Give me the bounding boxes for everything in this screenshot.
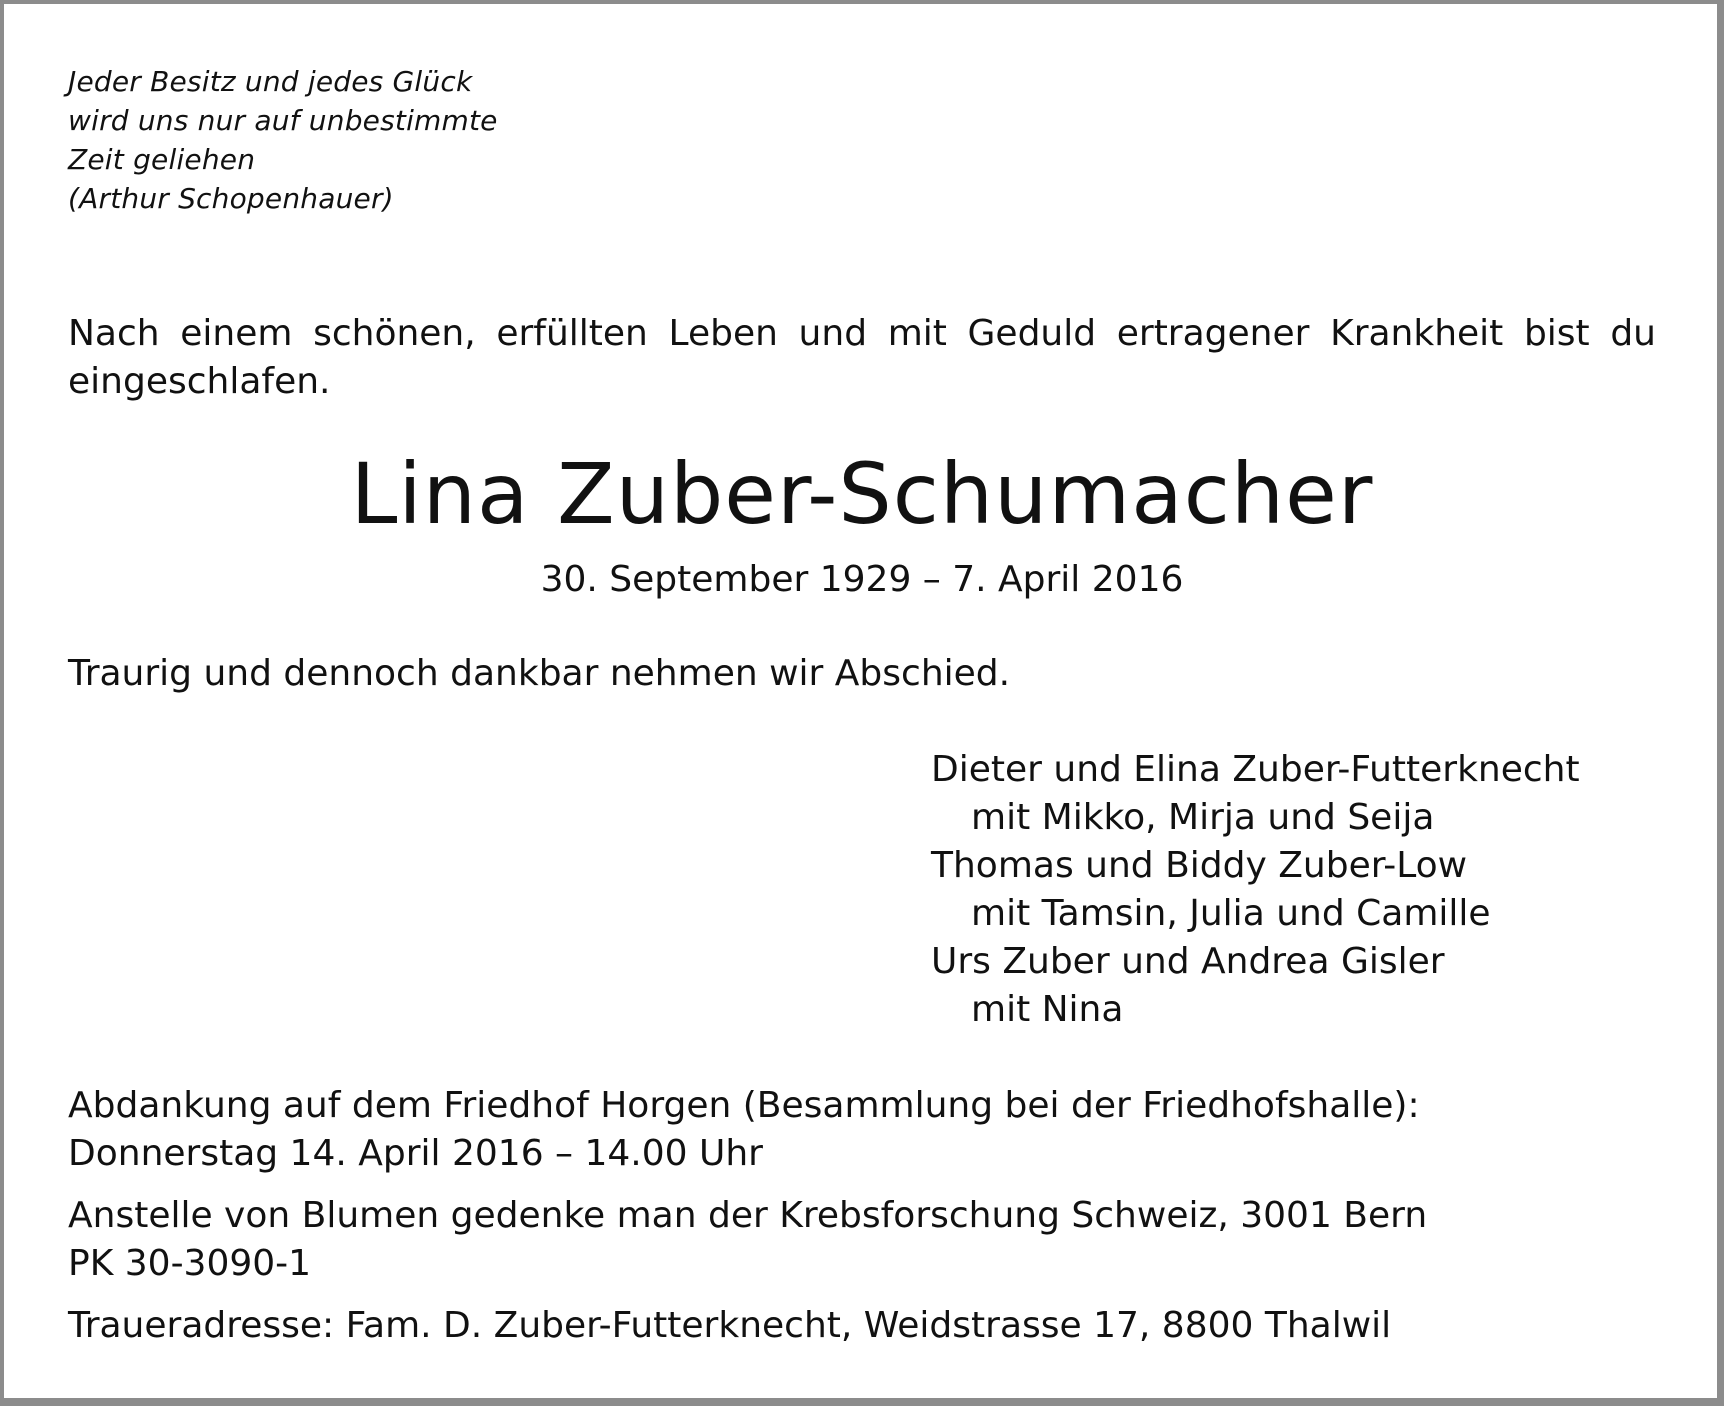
donation-text: Anstelle von Blumen gedenke man der Krebsforschung Schweiz, 3001 Bern bbox=[68, 1195, 1428, 1236]
mourner-children: mit Tamsin, Julia und Camille bbox=[971, 893, 1491, 934]
life-dates: 30. September 1929 – 7. April 2016 bbox=[540, 559, 1184, 600]
mourning-address: Traueradresse: Fam. D. Zuber-Futterknecht, Weidstrasse 17, 8800 Thalwil bbox=[68, 1305, 1392, 1346]
motto-line: wird uns nur auf unbestimmte bbox=[68, 104, 498, 137]
mourner-children: mit Mikko, Mirja und Seija bbox=[971, 797, 1435, 838]
funeral-location: Abdankung auf dem Friedhof Horgen (Besammlung bei der Friedhofshalle): bbox=[68, 1085, 1420, 1126]
mourners-list bbox=[931, 746, 1580, 1034]
mourner-children: mit Nina bbox=[971, 989, 1124, 1030]
mourner-family: Thomas und Biddy Zuber-Low bbox=[931, 845, 1468, 886]
funeral-datetime: Donnerstag 14. April 2016 – 14.00 Uhr bbox=[68, 1133, 763, 1174]
donation-info bbox=[68, 1192, 1427, 1288]
motto-quote bbox=[68, 62, 498, 218]
deceased-name: Lina Zuber-Schumacher bbox=[350, 445, 1374, 543]
motto-line: Jeder Besitz und jedes Glück bbox=[68, 65, 473, 98]
farewell-text: Traurig und dennoch dankbar nehmen wir Abschied. bbox=[68, 653, 1011, 694]
donation-account: PK 30-3090-1 bbox=[68, 1243, 312, 1284]
funeral-info bbox=[68, 1082, 1420, 1178]
mourner-family: Dieter und Elina Zuber-Futterknecht bbox=[931, 749, 1580, 790]
motto-attribution: (Arthur Schopenhauer) bbox=[68, 182, 394, 215]
intro-text: Nach einem schönen, erfüllten Leben und mit Geduld ertragener Krankheit bist du eingeschlafen. bbox=[68, 313, 1656, 402]
mourner-family: Urs Zuber und Andrea Gisler bbox=[931, 941, 1445, 982]
motto-line: Zeit geliehen bbox=[68, 143, 256, 176]
